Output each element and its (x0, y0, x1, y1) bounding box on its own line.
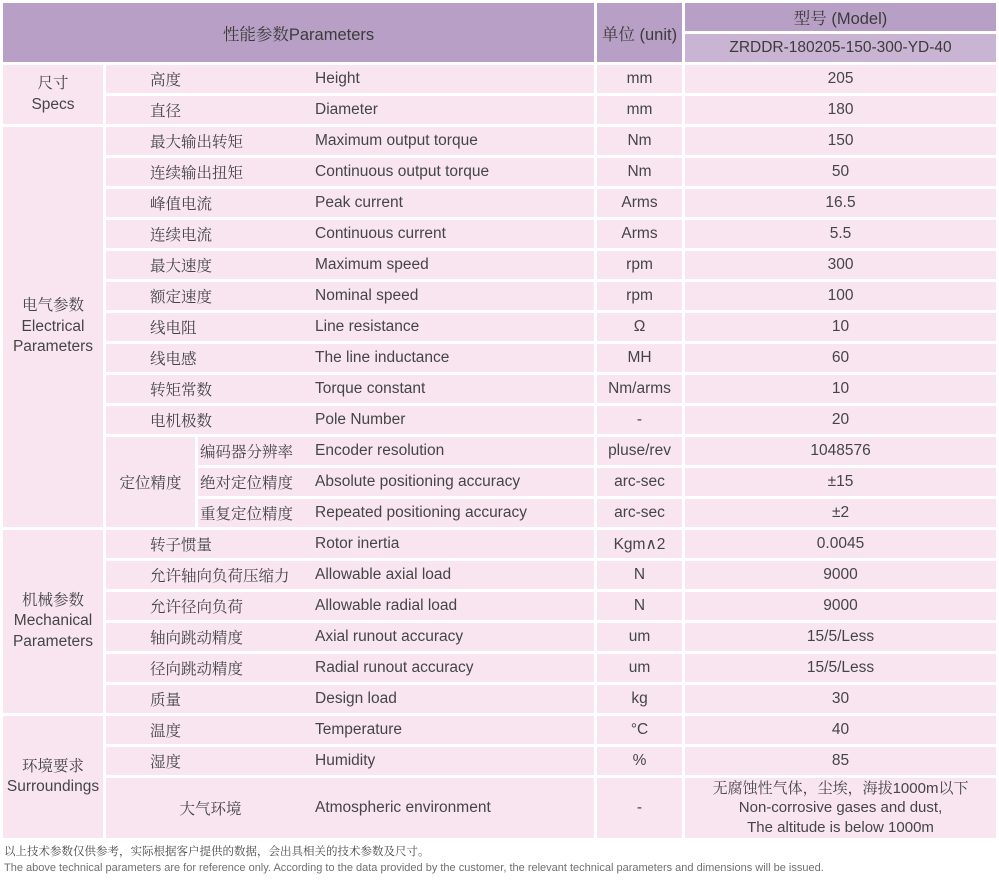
param-en-label: Maximum output torque (315, 132, 478, 149)
param-cell (106, 65, 594, 93)
unit-header: 单位 (unit) (597, 3, 682, 62)
param-cell (198, 499, 594, 527)
table-row (3, 623, 996, 651)
group-label-cn: 环境要求 (21, 757, 84, 775)
param-cell (106, 778, 594, 838)
table-row (3, 685, 996, 713)
subgroup-cell-positioning-accuracy: 定位精度 (106, 437, 195, 527)
value-cell: 9000 (685, 561, 996, 589)
value-cell: 0.0045 (685, 530, 996, 558)
param-cell (106, 747, 594, 775)
group-label-en: Surroundings (6, 778, 100, 795)
param-cn-label: 径向跳动精度 (150, 661, 244, 678)
param-en-label: Axial runout accuracy (315, 628, 464, 645)
value-cell: 16.5 (685, 189, 996, 217)
value-line: Non-corrosive gases and dust, (738, 799, 943, 817)
value-cell: ±15 (685, 468, 996, 496)
group-cell-specs (3, 65, 103, 124)
param-cn-label: 温度 (150, 723, 182, 740)
value-cell: 85 (685, 747, 996, 775)
param-en-label: Radial runout accuracy (315, 659, 474, 676)
param-cn-label: 湿度 (150, 754, 182, 771)
value-cell: 20 (685, 406, 996, 434)
unit-cell: Nm/arms (597, 375, 682, 403)
unit-cell: rpm (597, 282, 682, 310)
unit-cell: arc-sec (597, 468, 682, 496)
unit-cell: um (597, 623, 682, 651)
unit-cell: % (597, 747, 682, 775)
table-row (3, 747, 996, 775)
param-cell (106, 654, 594, 682)
param-cell (198, 468, 594, 496)
param-cn-label: 额定速度 (150, 289, 213, 306)
value-line: 无腐蚀性气体，尘埃，海拔1000m以下 (712, 779, 969, 797)
param-cell (106, 158, 594, 186)
param-en-label: Humidity (315, 752, 376, 769)
param-cell (106, 561, 594, 589)
table-row (3, 282, 996, 310)
unit-cell: MH (597, 344, 682, 372)
param-cn-label: 大气环境 (179, 801, 242, 818)
param-en-label: Continuous output torque (315, 163, 490, 180)
param-en-label: Line resistance (315, 318, 420, 335)
value-cell: ±2 (685, 499, 996, 527)
param-cell (198, 437, 594, 465)
header-row (3, 3, 996, 31)
table-row (3, 65, 996, 93)
param-en-label: Torque constant (315, 380, 426, 397)
disclaimer-cn: 以上技术参数仅供参考，实际根据客户提供的数据，会出具相关的技术参数及尺寸。 (4, 846, 430, 858)
unit-cell: pluse/rev (597, 437, 682, 465)
value-cell: 10 (685, 313, 996, 341)
param-en-label: Rotor inertia (315, 535, 400, 552)
value-cell: 10 (685, 375, 996, 403)
group-cell-surroundings (3, 716, 103, 838)
value-cell: 50 (685, 158, 996, 186)
param-cell (106, 716, 594, 744)
unit-cell: N (597, 561, 682, 589)
param-en-label: Continuous current (315, 225, 446, 242)
table-row (3, 778, 996, 838)
value-cell: 40 (685, 716, 996, 744)
param-cell (106, 592, 594, 620)
param-cn-label: 高度 (150, 72, 182, 89)
param-en-label: Allowable radial load (315, 597, 458, 614)
table-row (3, 189, 996, 217)
value-cell: 205 (685, 65, 996, 93)
table-row (3, 592, 996, 620)
param-cn-label: 直径 (150, 103, 182, 120)
params-header: 性能参数Parameters (3, 3, 594, 62)
param-en-label: Design load (315, 690, 397, 707)
param-cn-label: 允许轴向负荷压缩力 (150, 568, 290, 585)
unit-cell: mm (597, 96, 682, 124)
param-cell (106, 344, 594, 372)
param-cn-label: 编码器分辨率 (200, 444, 294, 461)
param-cn-label: 质量 (150, 692, 182, 709)
param-en-label: Height (315, 70, 360, 87)
table-row (3, 158, 996, 186)
param-cn-label: 电机极数 (150, 413, 213, 430)
unit-cell: N (597, 592, 682, 620)
param-en-label: Nominal speed (315, 287, 419, 304)
table-row (3, 716, 996, 744)
unit-cell: Arms (597, 189, 682, 217)
unit-cell: arc-sec (597, 499, 682, 527)
table-row (3, 654, 996, 682)
value-cell: 60 (685, 344, 996, 372)
unit-cell: mm (597, 65, 682, 93)
value-cell: 150 (685, 127, 996, 155)
param-en-label: The line inductance (315, 349, 450, 366)
param-en-label: Peak current (315, 194, 403, 211)
value-cell: 15/5/Less (685, 623, 996, 651)
group-cell-mechanical (3, 530, 103, 713)
table-row (3, 220, 996, 248)
unit-cell: um (597, 654, 682, 682)
param-cell (106, 375, 594, 403)
param-cn-label: 连续电流 (150, 227, 213, 244)
param-cell (106, 313, 594, 341)
value-cell: 30 (685, 685, 996, 713)
param-cell (106, 685, 594, 713)
unit-cell: - (597, 778, 682, 838)
param-cn-label: 转矩常数 (150, 382, 213, 399)
param-cn-label: 绝对定位精度 (200, 475, 294, 492)
param-en-label: Pole Number (315, 411, 406, 428)
param-en-label: Encoder resolution (315, 442, 445, 459)
unit-cell: Arms (597, 220, 682, 248)
value-line: The altitude is below 1000m (747, 818, 934, 836)
table-row (3, 437, 996, 465)
param-cn-label: 转子惯量 (150, 537, 213, 554)
param-cell (106, 220, 594, 248)
table-row (3, 561, 996, 589)
param-cell (106, 623, 594, 651)
param-cell (106, 282, 594, 310)
param-cell (106, 127, 594, 155)
model-number: ZRDDR-180205-150-300-YD-40 (685, 34, 996, 62)
param-en-label: Diameter (315, 101, 378, 118)
param-cn-label: 线电阻 (150, 320, 197, 337)
param-en-label: Absolute positioning accuracy (315, 473, 521, 490)
table-row (3, 96, 996, 124)
param-en-label: Repeated positioning accuracy (315, 504, 527, 521)
group-label-en: Electrical Parameters (12, 317, 94, 356)
param-cn-label: 允许径向负荷 (150, 599, 244, 616)
value-cell: 100 (685, 282, 996, 310)
table-row (3, 251, 996, 279)
value-cell (685, 778, 996, 838)
param-cn-label: 轴向跳动精度 (150, 630, 244, 647)
group-label-cn: 尺寸 (37, 75, 69, 93)
disclaimer (0, 841, 999, 877)
unit-cell: Nm (597, 127, 682, 155)
param-cn-label: 连续输出扭矩 (150, 165, 244, 182)
table-row (3, 530, 996, 558)
unit-cell: Kgm∧2 (597, 530, 682, 558)
disclaimer-en: The above technical parameters are for reference only. According to the data provided by the customer, the relevant technical parameters and dimensions will be issued. (4, 861, 824, 874)
param-cell (106, 189, 594, 217)
param-cn-label: 线电感 (150, 351, 197, 368)
table-row (3, 375, 996, 403)
param-en-label: Temperature (315, 721, 403, 738)
unit-cell: Nm (597, 158, 682, 186)
group-label-cn: 电气参数 (21, 297, 84, 315)
value-cell: 5.5 (685, 220, 996, 248)
param-en-label: Maximum speed (315, 256, 429, 273)
group-label-cn: 机械参数 (21, 591, 84, 609)
group-label-en: Mechanical Parameters (12, 612, 94, 650)
value-cell: 9000 (685, 592, 996, 620)
table-row (3, 344, 996, 372)
group-cell-electrical (3, 127, 103, 527)
table-row (3, 406, 996, 434)
unit-cell: °C (597, 716, 682, 744)
unit-cell: kg (597, 685, 682, 713)
param-cn-label: 最大输出转矩 (150, 134, 244, 151)
unit-cell: - (597, 406, 682, 434)
param-cell (106, 251, 594, 279)
model-header: 型号 (Model) (685, 3, 996, 31)
unit-cell: rpm (597, 251, 682, 279)
param-cn-label: 重复定位精度 (200, 506, 294, 523)
unit-cell: Ω (597, 313, 682, 341)
value-cell: 1048576 (685, 437, 996, 465)
param-en-label: Allowable axial load (315, 566, 452, 583)
value-cell: 15/5/Less (685, 654, 996, 682)
param-en-label: Atmospheric environment (315, 799, 491, 816)
group-label-en: Specs (31, 95, 75, 113)
table-row (3, 127, 996, 155)
param-cn-label: 峰值电流 (150, 196, 213, 213)
value-cell: 180 (685, 96, 996, 124)
table-row (3, 313, 996, 341)
value-cell: 300 (685, 251, 996, 279)
param-cell (106, 530, 594, 558)
param-cn-label: 最大速度 (150, 258, 213, 275)
param-cell (106, 96, 594, 124)
param-cell (106, 406, 594, 434)
